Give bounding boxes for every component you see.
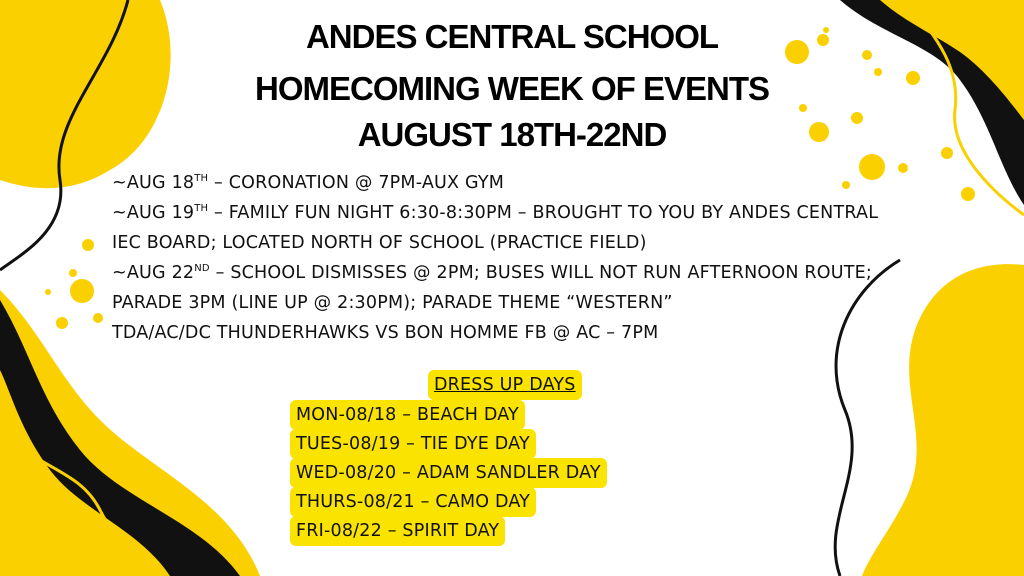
dress-up-days-heading: DRESS UP DAYS <box>428 370 582 400</box>
event-aug-22-parade: PARADE 3PM (LINE UP @ 2:30PM); PARADE THEME “WESTERN” <box>112 293 673 313</box>
dress-day-tuesday: TUES-08/19 – TIE DYE DAY <box>290 429 536 459</box>
dress-day-friday: FRI-08/22 – SPIRIT DAY <box>290 516 505 546</box>
event-aug-19-continued: IEC BOARD; LOCATED NORTH OF SCHOOL (PRACTICE FIELD) <box>112 233 647 253</box>
event-aug-22: ~AUG 22ND – SCHOOL DISMISSES @ 2PM; BUSES WILL NOT RUN AFTERNOON ROUTE; <box>112 263 872 283</box>
event-aug-19: ~AUG 19TH – FAMILY FUN NIGHT 6:30-8:30PM – BROUGHT TO YOU BY ANDES CENTRAL <box>112 203 879 223</box>
title-event-name: HOMECOMING WEEK OF EVENTS <box>254 70 770 107</box>
title-school-name: ANDES CENTRAL SCHOOL <box>305 18 719 55</box>
event-aug-18: ~AUG 18TH – CORONATION @ 7PM-AUX GYM <box>112 173 505 193</box>
dress-day-monday: MON-08/18 – BEACH DAY <box>290 400 525 430</box>
event-aug-22-football: TDA/AC/DC THUNDERHAWKS VS BON HOMME FB @ AC – 7PM <box>112 323 659 343</box>
title-dates: AUGUST 18TH-22ND <box>357 116 667 153</box>
dress-day-thursday: THURS-08/21 – CAMO DAY <box>290 487 536 517</box>
events-list <box>112 168 992 348</box>
dress-day-wednesday: WED-08/20 – ADAM SANDLER DAY <box>290 458 607 488</box>
